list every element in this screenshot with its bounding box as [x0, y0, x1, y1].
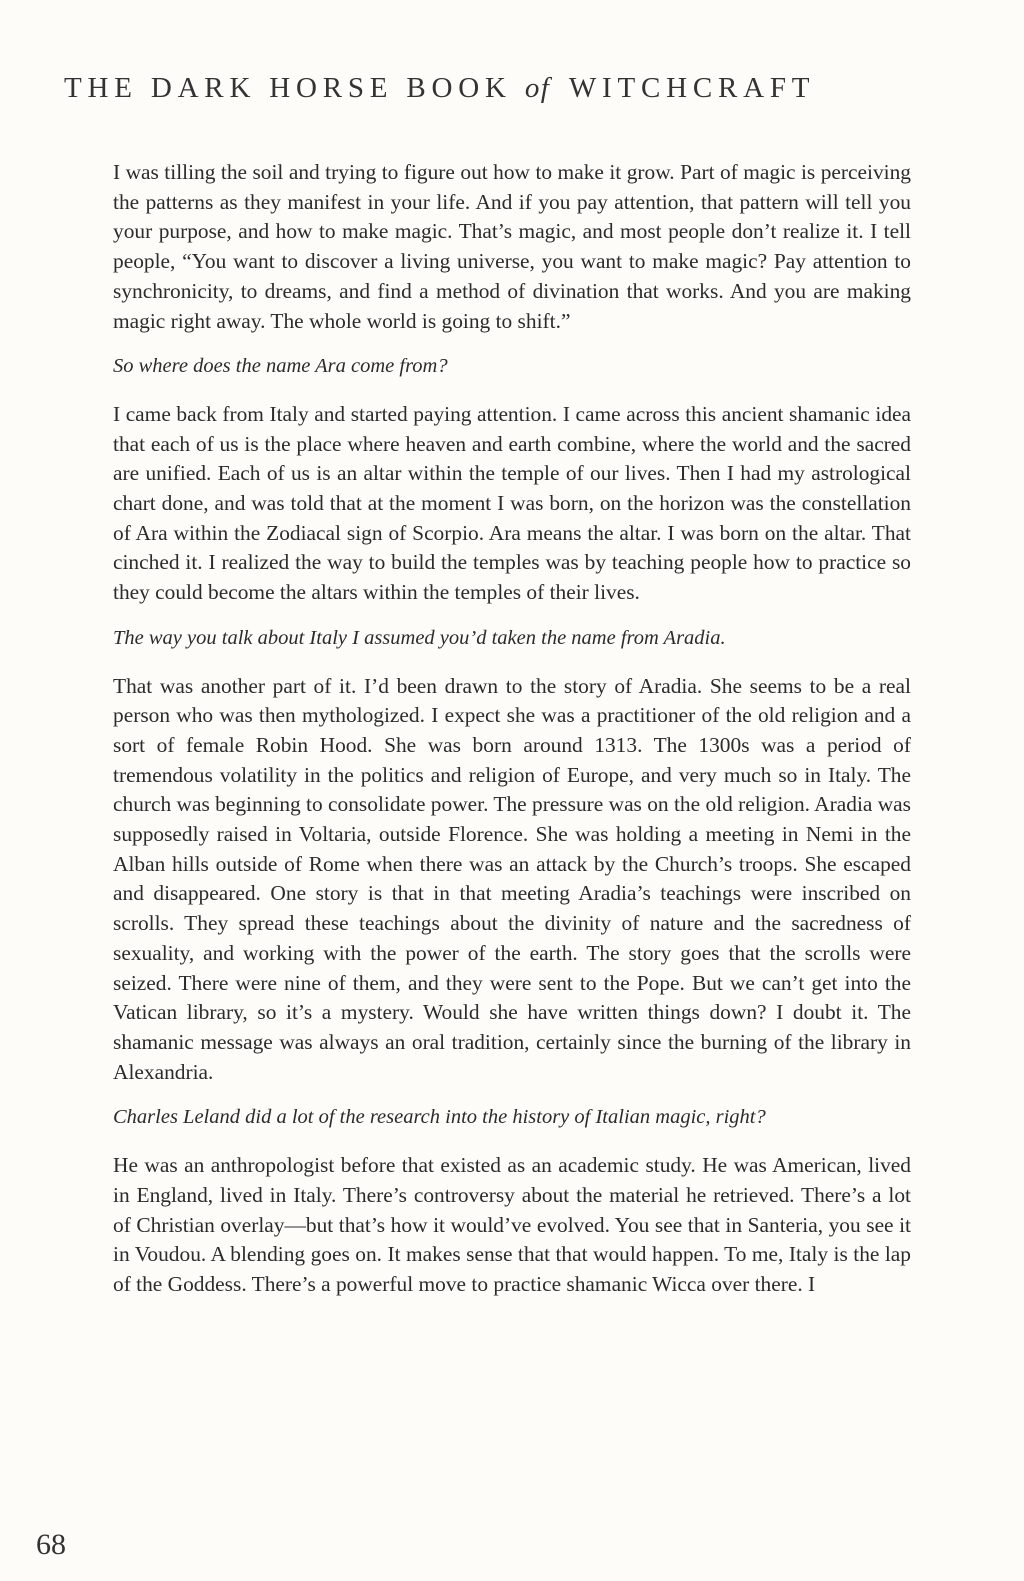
question-paragraph: Charles Leland did a lot of the research into the history of Italian magic, right?	[113, 1106, 766, 1129]
question-paragraph: So where does the name Ara come from?	[113, 355, 448, 378]
answer-paragraph: I was tilling the soil and trying to figure out how to make it grow. Part of magic is perceiving the patterns as they manifest in your life. And if you pay attention, that pattern will tell you your purpose, and how to make magic. That’s magic, and most people don’t realize it. I tell people, “You want to discover a living universe, you want to make magic? Pay attention to synchronicity, to dreams, and find a method of divination that works. And you are making magic right away. The whole world is going to shift.”	[113, 160, 911, 333]
answer-paragraph: That was another part of it. I’d been drawn to the story of Aradia. She seems to be a real person who was then mythologized. I expect she was a practitioner of the old religion and a sort of female Robin Hood. She was born around 1313. The 1300s was a period of tremendous volatility in the politics and religion of Europe, and very much so in Italy. The church was beginning to consolidate power. The pressure was on the old religion. Aradia was supposedly raised in Voltaria, outside Florence. She was holding a meeting in Nemi in the Alban hills outside of Rome when there was an attack by the Church’s troops. She escaped and disappeared. One story is that in that meeting Aradia’s teachings were inscribed on scrolls. They spread these teachings about the divinity of nature and the sacredness of sexuality, and working with the power of the earth. The story goes that the scrolls were seized. There were nine of them, and they were sent to the Pope. But we can’t get into the Vatican library, so it’s a mystery. Would she have written things down? I doubt it. The shamanic message was always an oral tradition, certainly since the burning of the library in Alexandria.	[113, 673, 911, 1084]
answer-paragraph: I came back from Italy and started paying attention. I came across this ancient shamanic idea that each of us is the place where heaven and earth combine, where the world and the sacred are unified. Each of us is an altar within the temple of our lives. Then I had my astrological chart done, and was told that at the moment I was born, on the horizon was the constellation of Ara within the Zodiacal sign of Scorpio. Ara means the altar. I was born on the altar. That cinched it. I realized the way to build the temples was by teaching people how to practice so they could become the altars within the temples of their lives.	[113, 401, 911, 605]
running-head-subject: WITCHCRAFT	[568, 72, 816, 104]
interview-body	[113, 158, 911, 1316]
page-number: 68	[36, 1528, 66, 1561]
answer-paragraph: He was an anthropologist before that existed as an academic study. He was American, lived in England, lived in Italy. There’s controversy about the material he retrieved. There’s a lot of Christian overlay—but that’s how it would’ve evolved. You see that in Santeria, you see it in Voudou. A blending goes on. It makes sense that that would happen. To me, Italy is the lap of the Goddess. There’s a powerful move to practice shamanic Wicca over there. I	[113, 1153, 911, 1296]
running-head-title: THE DARK HORSE BOOK	[64, 72, 512, 104]
running-head	[64, 72, 954, 105]
question-paragraph: The way you talk about Italy I assumed you’d taken the name from Aradia.	[113, 626, 726, 649]
running-head-of: of	[524, 72, 551, 104]
